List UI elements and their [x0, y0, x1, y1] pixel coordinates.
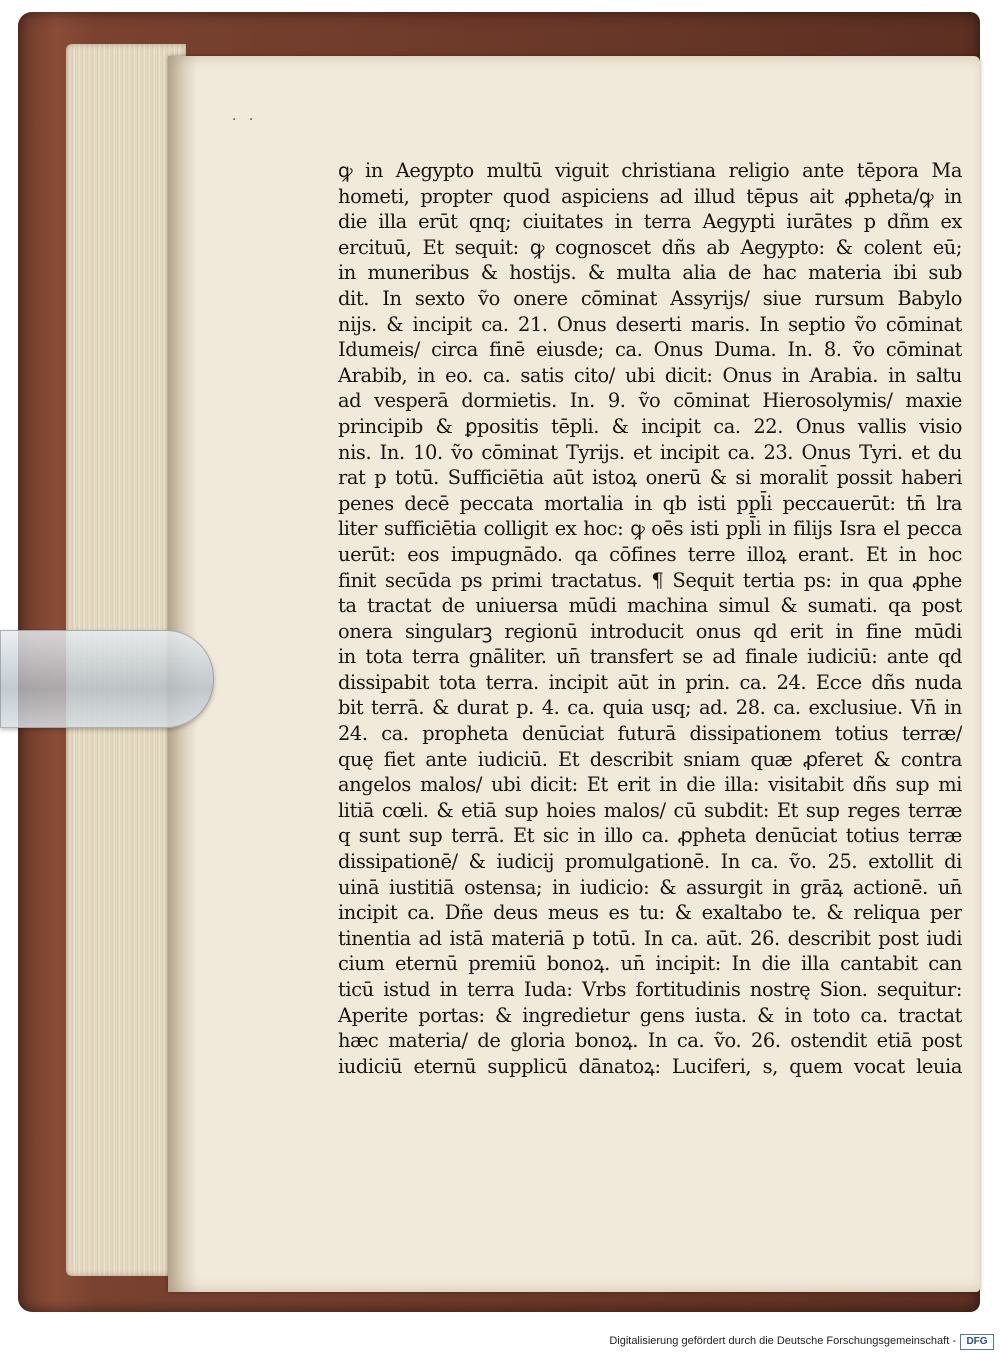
text-line: cium eternū premiū bonoꝝ. un̄ incipit: In die illa cantabit can: [338, 952, 962, 976]
text-line: nijs. & incipit ca. 21. Onus deserti maris. In septio ṽo cōminat: [338, 312, 962, 336]
text-line: 24. ca. propheta denūciat futurā dissipationem totius terræ/: [338, 722, 962, 746]
text-line: penes decē peccata mortalia in qb isti ppl̄i peccauerūt: tn̄ lra: [338, 491, 962, 515]
text-line: nis. In. 10. ṽo cōminat Tyrijs. et incipit ca. 23. Onus Tyri. et du: [338, 440, 962, 464]
text-line: dissipabit tota terra. incipit aūt in prin. ca. 24. Ecce dñs nuda: [338, 670, 962, 694]
footer-bar: [0, 1333, 1000, 1353]
funding-credit: Digitalisierung gefördert durch die Deutsche Forschungsgemeinschaft -: [609, 1335, 956, 1347]
text-line: ercituū, Et sequit: ꝙ cognoscet dñs ab Aegypto: & colent eū;: [338, 235, 962, 259]
text-line: ta tractat de uniuersa mūdi machina simul & sumati. qa post: [338, 594, 962, 618]
dfg-logo-icon: DFG: [960, 1334, 994, 1350]
text-line: quę fiet ante iudiciū. Et describit sniam quæ ꝓferet & contra: [338, 747, 962, 771]
text-line: ꝙ in Aegypto multū viguit christiana religio ante tēpora Ma: [338, 159, 962, 182]
page-specks: · ·: [232, 112, 258, 128]
text-line: Aperite portas: & ingredietur gens iusta. & in toto ca. tractat: [338, 1003, 962, 1027]
text-line: incipit ca. Dñe deus meus es tu: & exaltabo te. & reliqua per: [338, 901, 962, 925]
text-line: dissipationē/ & iudicij promulgationē. In ca. ṽo. 25. extollit di: [338, 850, 962, 874]
text-line: liter sufficiētia colligit ex hoc: ꝙ oēs isti ppl̄i in filijs Isra el pecca: [338, 517, 962, 541]
text-line: q sunt sup terrā. Et sic in illo ca. ꝓpheta denūciat totius terræ: [338, 824, 962, 848]
text-line: uerūt: eos impugnādo. qa cōfines terre illoꝝ erant. Et in hoc: [338, 542, 962, 566]
text-line: tinentia ad istā materiā p totū. In ca. aūt. 26. describit post iudi: [338, 926, 962, 950]
text-line: principib & ꝑpositis tēpli. & incipit ca. 22. Onus vallis visio: [338, 414, 962, 438]
text-line: in tota terra gnāliter. un̄ transfert se ad finale iudiciū: ante qd: [338, 645, 962, 669]
text-line: ticū istud in terra Iuda: Vrbs fortitudinis nostrę Sion. sequitur:: [338, 978, 962, 1001]
text-line: die illa erūt qnq; ciuitates in terra Aegypti iurātes p dñm ex: [338, 210, 962, 234]
text-line: hæc materia/ de gloria bonoꝝ. In ca. ṽo. 26. ostendit etiā post: [338, 1029, 962, 1053]
text-line: onera singularꝫ regionū introducit onus qd erit in fine mūdi: [338, 619, 962, 643]
text-line: uinā iustitiā ostensa; in iudicio: & assurgit in grāꝝ actionē. un̄: [338, 875, 962, 899]
text-line: litiā cœli. & etiā sup hoies malos/ cū subdit: Et sup reges terræ: [338, 798, 962, 822]
text-line: hometi, propter quod aspiciens ad illud tēpus ait ꝓpheta/ꝙ in: [338, 184, 962, 208]
text-line: in muneribus & hostijs. & multa alia de hac materia ibi sub: [338, 261, 962, 285]
page-text-block: [338, 158, 962, 1079]
text-line: dit. In sexto ṽo onere cōminat Assyrijs/ siue rursum Babylo: [338, 286, 962, 310]
text-line: bit terrā. & durat p. 4. ca. quia usq; ad. 28. ca. exclusiue. Vn̄ in: [338, 696, 962, 720]
text-line: iudiciū eternū supplicū dānatoꝝ: Luciferi, s, quem vocat leuia: [338, 1054, 962, 1078]
text-line: finit secūda ps primi tractatus. ¶ Sequit tertia ps: in qua ꝓphe: [338, 568, 962, 592]
glass-weight-clasp: [0, 630, 214, 728]
text-line: Idumeis/ circa finē eiusde; ca. Onus Duma. In. 8. ṽo cōminat: [338, 338, 962, 362]
text-line: rat p totū. Sufficiētia aūt istoꝝ onerū & si moralit̄ possit haberi: [338, 466, 962, 490]
text-line: ad vesperā dormietis. In. 9. ṽo cōminat Hierosolymis/ maxie: [338, 389, 962, 413]
text-line: Arabib, in eo. ca. satis cito/ ubi dicit: Onus in Arabia. in saltu: [338, 363, 962, 387]
text-line: angelos malos/ ubi dicit: Et erit in die illa: visitabit dñs sup mi: [338, 773, 962, 797]
